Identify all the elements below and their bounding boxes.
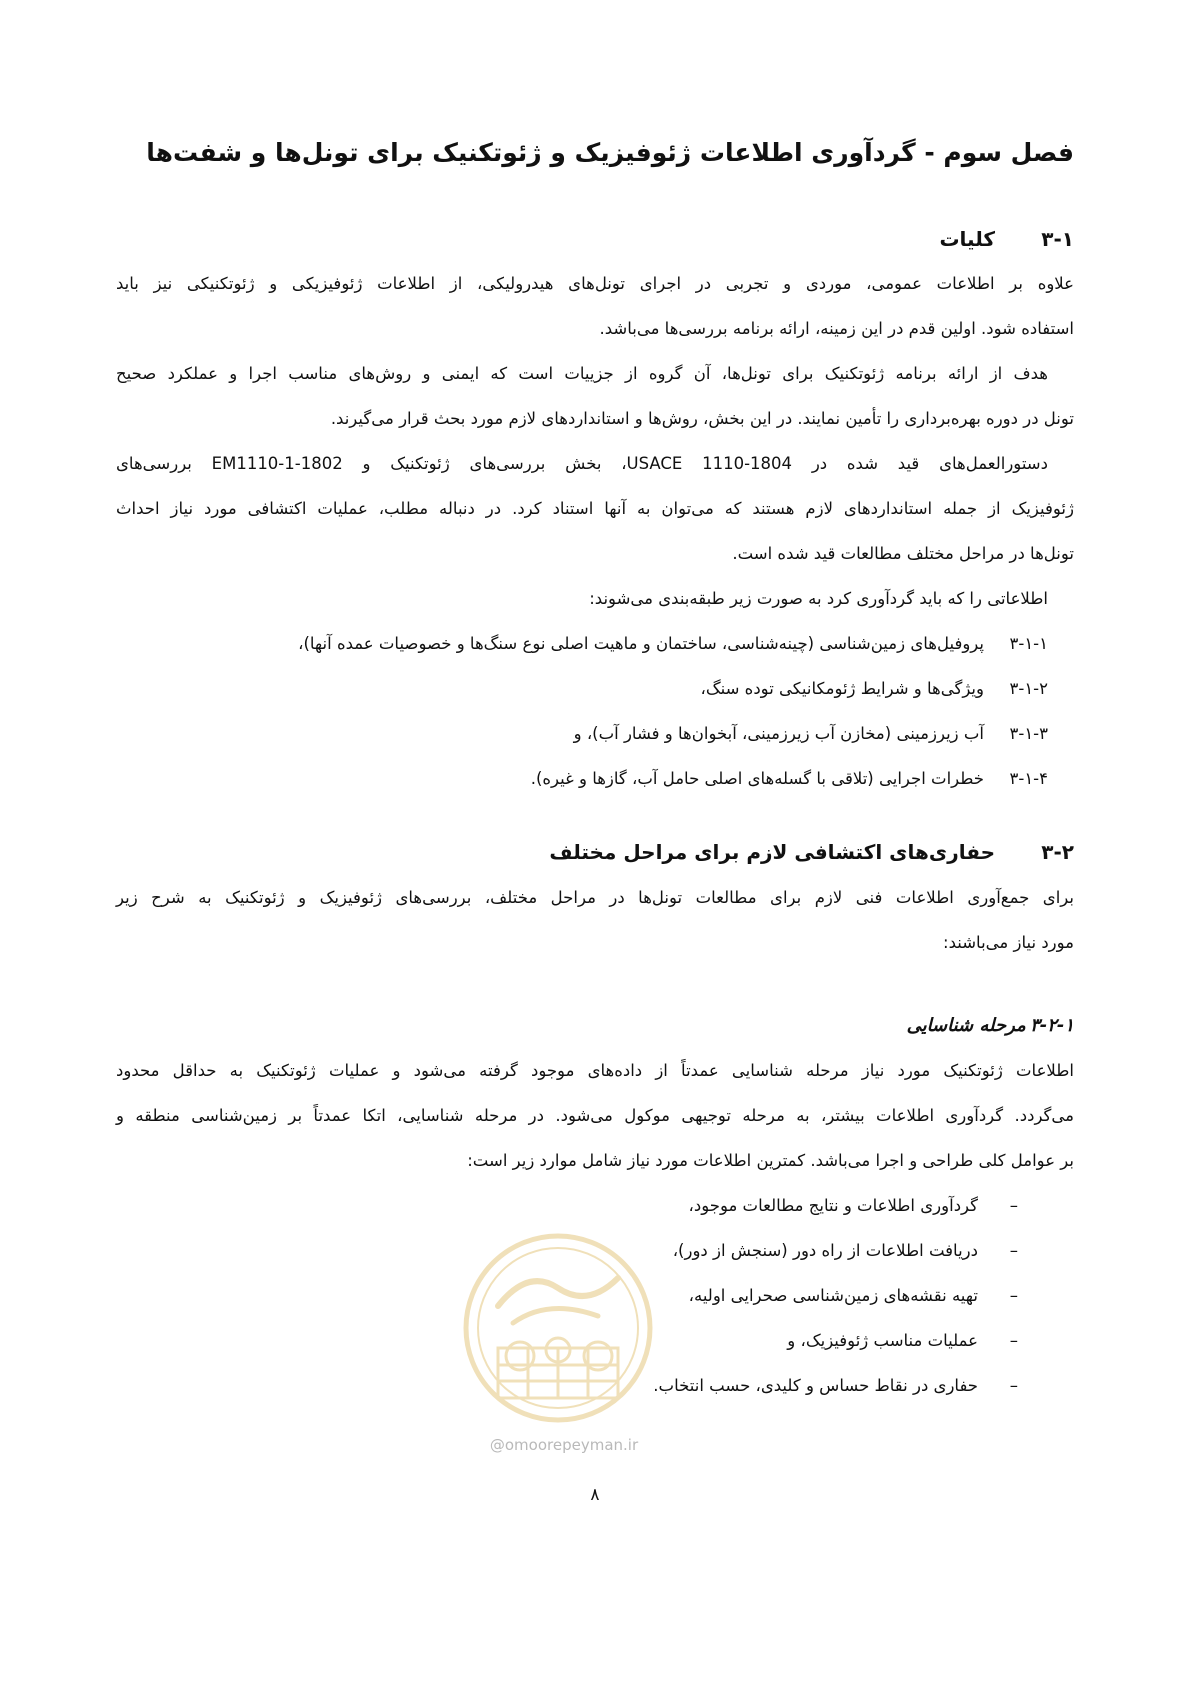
item-number: ۳-۱-۱ (1009, 634, 1048, 653)
bullet-text: گردآوری اطلاعات و نتایج مطالعات موجود، (688, 1196, 978, 1215)
watermark-logo (458, 1228, 658, 1428)
bullet-text: حفاری در نقاط حساس و کلیدی، حسب انتخاب. (653, 1376, 978, 1395)
section-heading-exploratory-drilling (116, 835, 1074, 869)
bullet-item (116, 1188, 1018, 1224)
watermark-site: @omoorepeyman.ir (489, 1436, 639, 1454)
page-number: ۸ (590, 1485, 600, 1505)
paragraph-line: بر عوامل کلی طراحی و اجرا می‌باشد. کمترین اطلاعات مورد نیاز شامل موارد زیر است: (467, 1151, 1074, 1170)
numbered-item (116, 626, 1048, 662)
paragraph-line: علاوه بر اطلاعات عمومی، موردی و تجربی در اجرای تونل‌های هیدرولیکی، از اطلاعات ژئوفیزیکی و ژئوتکنیکی نیز باید (116, 274, 1074, 293)
numbered-item (116, 761, 1048, 797)
paragraph-line: هدف از ارائه برنامه ژئوتکنیک برای تونل‌ها، آن گروه از جزییات است که ایمنی و روش‌های مناسب اجرا و عملکرد صحیح (116, 364, 1048, 383)
paragraph-line: می‌گردد. گردآوری اطلاعات بیشتر، به مرحله توجیهی موکول می‌شود. در مرحله شناسایی، اتکا عمدتاً بر زمین‌شناسی منطقه و (116, 1106, 1074, 1125)
item-text: پروفیل‌های زمین‌شناسی (چینه‌شناسی، ساختمان و ماهیت اصلی نوع سنگ‌ها و خصوصیات عمده آنها)، (298, 634, 984, 653)
chapter-title: فصل سوم - گردآوری اطلاعات ژئوفیزیک و ژئوتکنیک برای تونل‌ها و شفت‌ها (146, 138, 1074, 167)
numbered-item (116, 671, 1048, 707)
section-title: کلیات (939, 227, 996, 251)
item-number: ۳-۱-۲ (1009, 679, 1048, 698)
paragraph-line: دستورالعمل‌های قید شده در USACE 1110-1804، بخش بررسی‌های ژئوتکنیک و EM1110-1-1802 بررسی‌های (116, 454, 1048, 473)
paragraph-line: اطلاعات ژئوتکنیک مورد نیاز مرحله شناسایی عمدتاً از داده‌های موجود گرفته می‌شود و عملیات ژئوتکنیک به حداقل محدود (116, 1061, 1074, 1080)
item-text: آب زیرزمینی (مخازن آب زیرزمینی، آبخوان‌ها و فشار آب)، و (573, 724, 984, 743)
paragraph-line: مورد نیاز می‌باشند: (943, 933, 1074, 952)
paragraph-line: تونل‌ها در مراحل مختلف مطالعات قید شده است. (732, 544, 1074, 563)
section-number: ۳-۱ (1041, 227, 1074, 251)
numbered-item (116, 716, 1048, 752)
item-text: خطرات اجرایی (تلاقی با گسله‌های اصلی حامل آب، گازها و غیره). (530, 769, 984, 788)
subsection-number: ۳-۲-۱ (1030, 1015, 1074, 1036)
section-heading-general (116, 222, 1074, 256)
document-page (116, 0, 1074, 1684)
bullet-text: تهیه نقشه‌های زمین‌شناسی صحرایی اولیه، (688, 1286, 978, 1305)
dash-bullet: – (1009, 1286, 1018, 1305)
subsection-heading-reconnaissance (116, 1010, 1074, 1042)
list-intro: اطلاعاتی را که باید گردآوری کرد به صورت زیر طبقه‌بندی می‌شوند: (589, 589, 1048, 608)
subsection-title: مرحله شناسایی (906, 1015, 1026, 1036)
paragraph-line: ژئوفیزیک از جمله استانداردهای لازم هستند که می‌توان به آنها استناد کرد. در دنباله مطلب، عملیات اکتشافی مورد نیاز احداث (116, 499, 1074, 518)
dash-bullet: – (1009, 1331, 1018, 1350)
bullet-text: دریافت اطلاعات از راه دور (سنجش از دور)، (672, 1241, 978, 1260)
paragraph-line: برای جمع‌آوری اطلاعات فنی لازم برای مطالعات تونل‌ها در مراحل مختلف، بررسی‌های ژئوفیزیک و ژئوتکنیک به شرح زیر (116, 888, 1074, 907)
dash-bullet: – (1009, 1196, 1018, 1215)
bullet-text: عملیات مناسب ژئوفیزیک، و (787, 1331, 978, 1350)
dash-bullet: – (1009, 1376, 1018, 1395)
paragraph-line: استفاده شود. اولین قدم در این زمینه، ارائه برنامه بررسی‌ها می‌باشد. (599, 319, 1074, 338)
item-text: ویژگی‌ها و شرایط ژئومکانیکی توده سنگ، (700, 679, 984, 698)
dash-bullet: – (1009, 1241, 1018, 1260)
section-number: ۳-۲ (1041, 840, 1074, 864)
item-number: ۳-۱-۳ (1009, 724, 1048, 743)
paragraph-line: تونل در دوره بهره‌برداری را تأمین نمایند. در این بخش، روش‌ها و استانداردهای لازم مورد بحث قرار می‌گیرند. (330, 409, 1074, 428)
item-number: ۳-۱-۴ (1009, 769, 1048, 788)
section-title: حفاری‌های اکتشافی لازم برای مراحل مختلف (549, 840, 996, 864)
